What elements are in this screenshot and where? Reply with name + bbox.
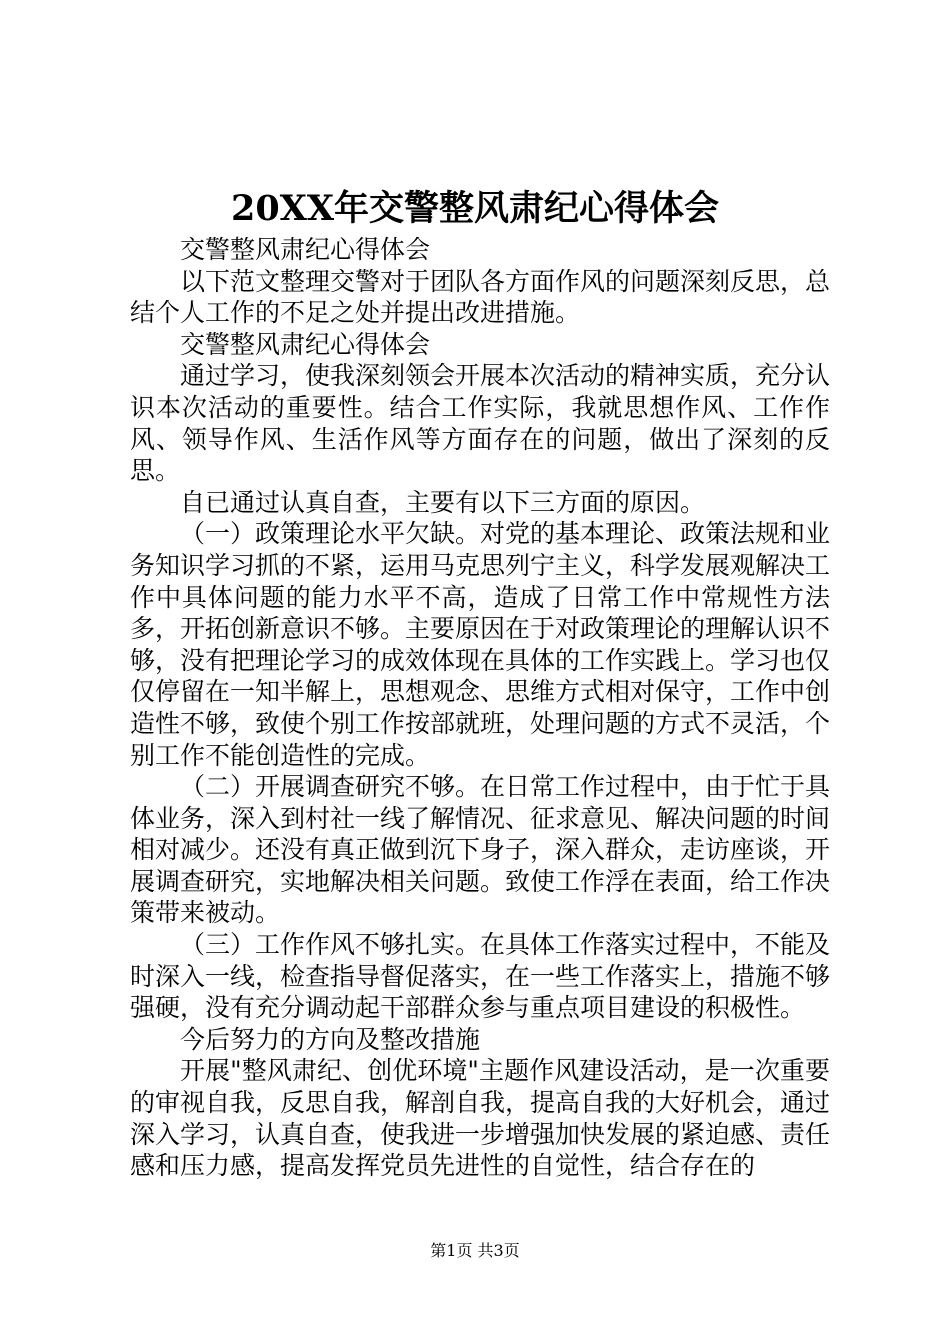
body-paragraph: 自已通过认真自查，主要有以下三方面的原因。 (180, 487, 706, 517)
body-paragraph: （一）政策理论水平欠缺。对党的基本理论、政策法规和业务知识学习抓的不紧，运用马克思列宁主义，科学发展观解决工作中具体问题的能力水平不高，造成了日常工作中常规性方法多，开拓创新意识不够。主要原因在于对政策理论的理解认识不够，没有把理论学习的成效体现在具体的工作实践上。学习也仅仅停留在一知半解上，思想观念、思维方式相对保守，工作中创造性不够，致使个别工作按部就班，处理问题的方式不灵活，个别工作不能创造性的完成。 (130, 519, 831, 770)
body-paragraph: （三）工作作风不够扎实。在具体工作落实过程中，不能及时深入一线，检查指导督促落实，在一些工作落实上，措施不够强硬，没有充分调动起干部群众参与重点项目建设的积极性。 (130, 930, 831, 1023)
body-paragraph: 交警整风肃纪心得体会 (180, 235, 431, 264)
body-paragraph: 通过学习，使我深刻领会开展本次活动的精神实质，充分认识本次活动的重要性。结合工作实际，我就思想作风、工作作风、领导作风、生活作风等方面存在的问题，做出了深刻的反思。 (130, 361, 831, 486)
document-body (130, 234, 830, 1182)
body-paragraph: （二）开展调查研究不够。在日常工作过程中，由于忙于具体业务，深入到村社一线了解情况、征求意见、解决问题的时间相对减少。还没有真正做到沉下身子，深入群众，走访座谈，开展调查研究，实地解决相关问题。致使工作浮在表面，给工作决策带来被动。 (130, 772, 831, 928)
document-title: 20XX年交警整风肃纪心得体会 (230, 188, 720, 229)
body-paragraph: 今后努力的方向及整改措施 (180, 1024, 481, 1054)
body-paragraph: 以下范文整理交警对于团队各方面作风的问题深刻反思，总结个人工作的不足之处并提出改进措施。 (130, 266, 831, 328)
body-paragraph: 交警整风肃纪心得体会 (180, 329, 431, 359)
body-paragraph: 开展"整风肃纪、创优环境"主题作风建设活动，是一次重要的审视自我，反思自我，解剖自我，提高自我的大好机会，通过深入学习，认真自查，使我进一步增强加快发展的紧迫感、责任感和压力感，提高发挥党员先进性的自觉性，结合存在的 (130, 1056, 831, 1181)
page-footer: 第1页 共3页 (430, 1241, 520, 1260)
